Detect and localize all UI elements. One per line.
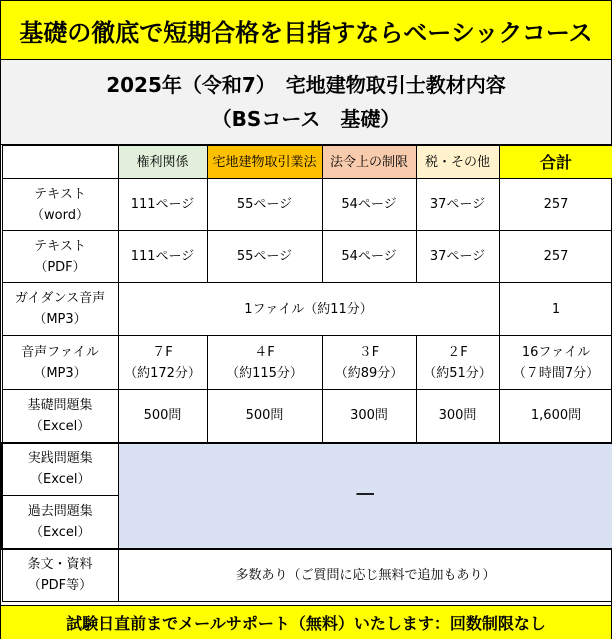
cell-value: 111ページ xyxy=(118,231,207,283)
cell-value: 300問 xyxy=(322,390,416,443)
cell-line: （約51分） xyxy=(423,365,492,381)
row-label-text-pdf xyxy=(2,231,118,283)
row-jobun xyxy=(2,549,612,602)
cell-total: 257 xyxy=(499,179,612,231)
cell-value: 500問 xyxy=(118,390,207,443)
row-label-guidance xyxy=(2,283,118,336)
cell-line: （７時間7分） xyxy=(512,365,600,381)
row-label-kakomon xyxy=(2,496,118,549)
cell-guidance-merged: 1ファイル（約11分） xyxy=(118,283,499,336)
cell-total: 257 xyxy=(499,231,612,283)
row-text-pdf xyxy=(2,231,612,283)
cell-value: 300問 xyxy=(416,390,499,443)
cell-jobun-merged: 多数あり（ご質問に応じ無料で追加もあり） xyxy=(118,549,612,602)
cell-value: 55ページ xyxy=(207,179,322,231)
cell-audio-takken xyxy=(207,336,322,390)
row-label-audio xyxy=(2,336,118,390)
header-corner xyxy=(2,146,118,179)
header-row xyxy=(2,146,612,179)
cell-value: 54ページ xyxy=(322,231,416,283)
cell-line: ３F xyxy=(358,344,380,360)
header-hourei: 法令上の制限 xyxy=(322,146,416,179)
title-line-1: 2025年（令和7） 宅地建物取引士教材内容 xyxy=(106,73,506,97)
cell-value: 55ページ xyxy=(207,231,322,283)
row-label-line: 過去問題集 xyxy=(27,503,93,519)
banner-text: 基礎の徹底で短期合格を目指すならベーシックコース xyxy=(19,18,593,47)
row-label-text-word xyxy=(2,179,118,231)
cell-value: 54ページ xyxy=(322,179,416,231)
row-label-line: （PDF） xyxy=(34,259,86,275)
cell-line: 16ファイル xyxy=(521,344,591,360)
row-label-line: （Excel） xyxy=(30,524,91,540)
row-label-line: テキスト xyxy=(34,238,86,254)
header-takken: 宅地建物取引業法 xyxy=(207,146,322,179)
header-zei: 税・その他 xyxy=(416,146,499,179)
header-total: 合計 xyxy=(499,146,612,179)
row-label-line: ガイダンス音声 xyxy=(14,291,106,306)
cell-line: （約172分） xyxy=(124,365,201,381)
cell-value: 111ページ xyxy=(118,179,207,231)
row-text-word xyxy=(2,179,612,231)
cell-value: 37ページ xyxy=(416,179,499,231)
cell-line: （約89分） xyxy=(334,365,404,381)
cell-value: 500問 xyxy=(207,390,322,443)
cell-value: 37ページ xyxy=(416,231,499,283)
row-label-line: （PDF等） xyxy=(27,578,93,594)
title-block xyxy=(1,60,611,145)
cell-line: （約115分） xyxy=(226,365,303,381)
cell-audio-hourei xyxy=(322,336,416,390)
cell-line: ２F xyxy=(447,344,468,360)
cell-total: 1 xyxy=(499,283,612,336)
title-line-2: （BSコース 基礎） xyxy=(211,107,401,131)
cell-audio-zei xyxy=(416,336,499,390)
row-label-line: テキスト xyxy=(34,186,86,202)
promo-banner xyxy=(1,1,611,60)
cell-audio-total xyxy=(499,336,612,390)
row-guidance xyxy=(2,283,612,336)
row-label-line: 条文・資料 xyxy=(27,557,93,573)
cell-line: ４F xyxy=(254,344,275,360)
row-label-line: 実践問題集 xyxy=(27,451,93,467)
row-label-line: （MP3） xyxy=(33,365,87,381)
row-label-jissen xyxy=(2,443,118,496)
row-label-line: （word） xyxy=(31,207,89,223)
cell-audio-kenri xyxy=(118,336,207,390)
cell-total: 1,600問 xyxy=(499,390,612,443)
row-label-line: （MP3） xyxy=(33,312,87,327)
row-label-line: 基礎問題集 xyxy=(27,397,93,413)
row-label-jobun xyxy=(2,549,118,602)
cell-line: ７F xyxy=(152,344,173,360)
materials-table xyxy=(1,145,612,602)
row-audio xyxy=(2,336,612,390)
header-kenri: 権利関係 xyxy=(118,146,207,179)
footer-text: 試験日直前までメールサポート（無料）いたします：回数制限なし xyxy=(66,614,546,633)
row-kiso xyxy=(2,390,612,443)
row-label-kiso xyxy=(2,390,118,443)
row-label-line: （Excel） xyxy=(29,418,91,434)
cell-dash-merged: － xyxy=(118,443,612,549)
row-label-line: （Excel） xyxy=(30,472,91,488)
support-footer xyxy=(1,605,611,639)
row-jissen xyxy=(2,443,612,496)
row-label-line: 音声ファイル xyxy=(21,344,99,360)
